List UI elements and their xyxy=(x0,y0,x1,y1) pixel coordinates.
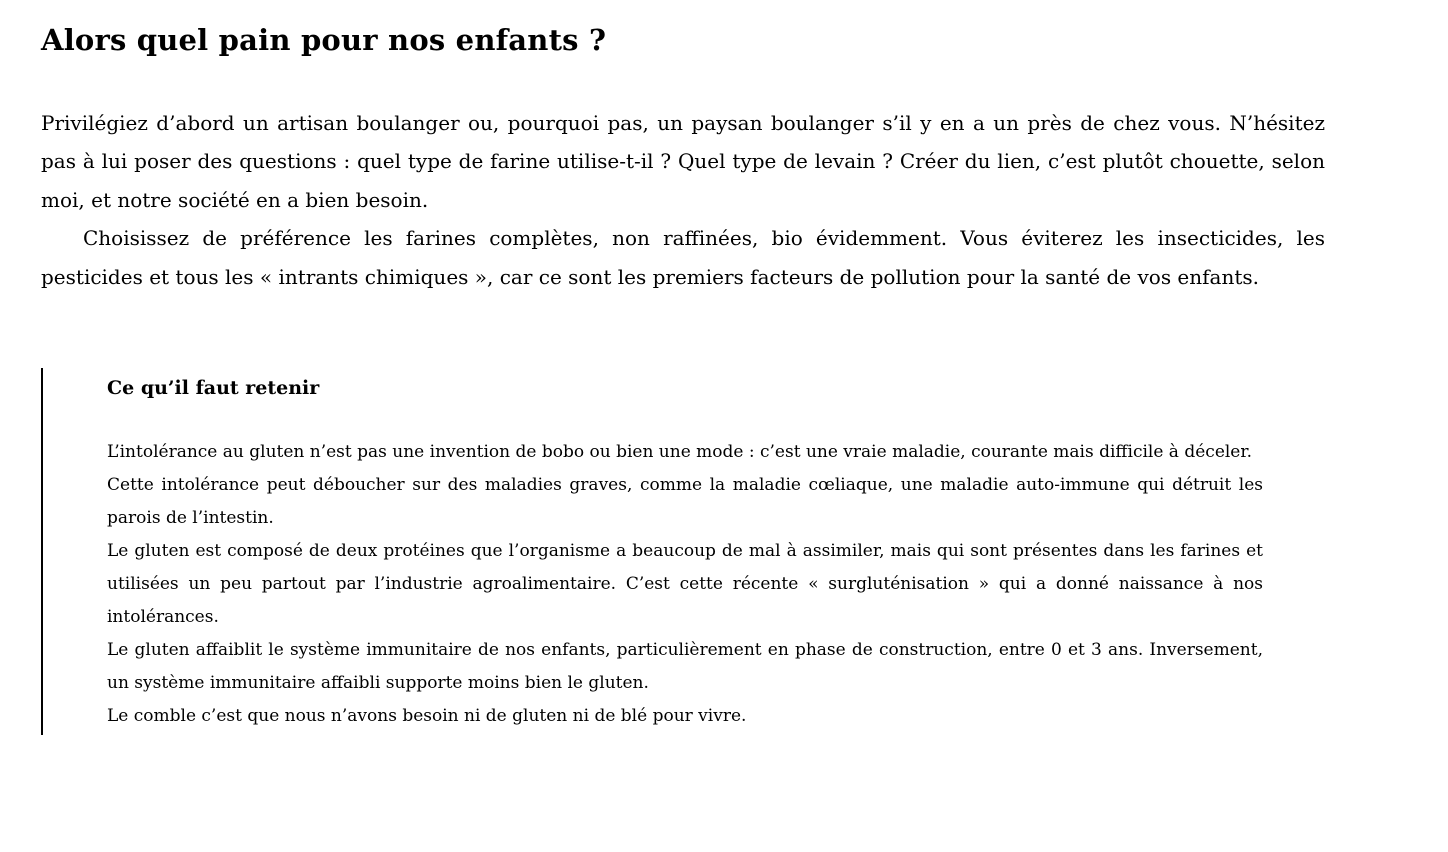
paragraph: Choisissez de préférence les farines complètes, non raffinées, bio évidemment. Vous éviterez les insecticides, les pesticides et tous les « intrants chimiques », car ce sont les premiers facteurs de pollution pour la santé de vos enfants. xyxy=(41,226,1325,289)
key-points-callout xyxy=(41,368,1263,735)
page-title: Alors quel pain pour nos enfants ? xyxy=(41,23,607,57)
callout-paragraph: Le gluten affaiblit le système immunitaire de nos enfants, particulièrement en phase de construction, entre 0 et 3 ans. Inversement, un système immunitaire affaibli supporte moins bien le gluten. xyxy=(107,640,1263,694)
paragraph: Privilégiez d’abord un artisan boulanger ou, pourquoi pas, un paysan boulanger s’il y en a un près de chez vous. N’hésitez pas à lui poser des questions : quel type de farine utilise-t-il ? Quel type de levain ? Créer du lien, c’est plutôt chouette, selon moi, et notre société en a bien besoin. xyxy=(41,110,1325,212)
body-text xyxy=(41,104,1325,297)
callout-heading: Ce qu’il faut retenir xyxy=(107,377,320,400)
callout-body xyxy=(107,436,1263,733)
callout-paragraph: Le gluten est composé de deux protéines que l’organisme a beaucoup de mal à assimiler, mais qui sont présentes dans les farines et utilisées un peu partout par l’industrie agroalimentaire. C’est cette récente « surgluténisation » qui a donné naissance à nos intolérances. xyxy=(107,541,1263,628)
callout-paragraph: L’intolérance au gluten n’est pas une invention de bobo ou bien une mode : c’est une vraie maladie, courante mais difficile à déceler. xyxy=(107,442,1253,463)
callout-paragraph: Cette intolérance peut déboucher sur des maladies graves, comme la maladie cœliaque, une maladie auto-immune qui détruit les parois de l’intestin. xyxy=(107,475,1263,529)
callout-paragraph: Le comble c’est que nous n’avons besoin ni de gluten ni de blé pour vivre. xyxy=(107,706,747,727)
